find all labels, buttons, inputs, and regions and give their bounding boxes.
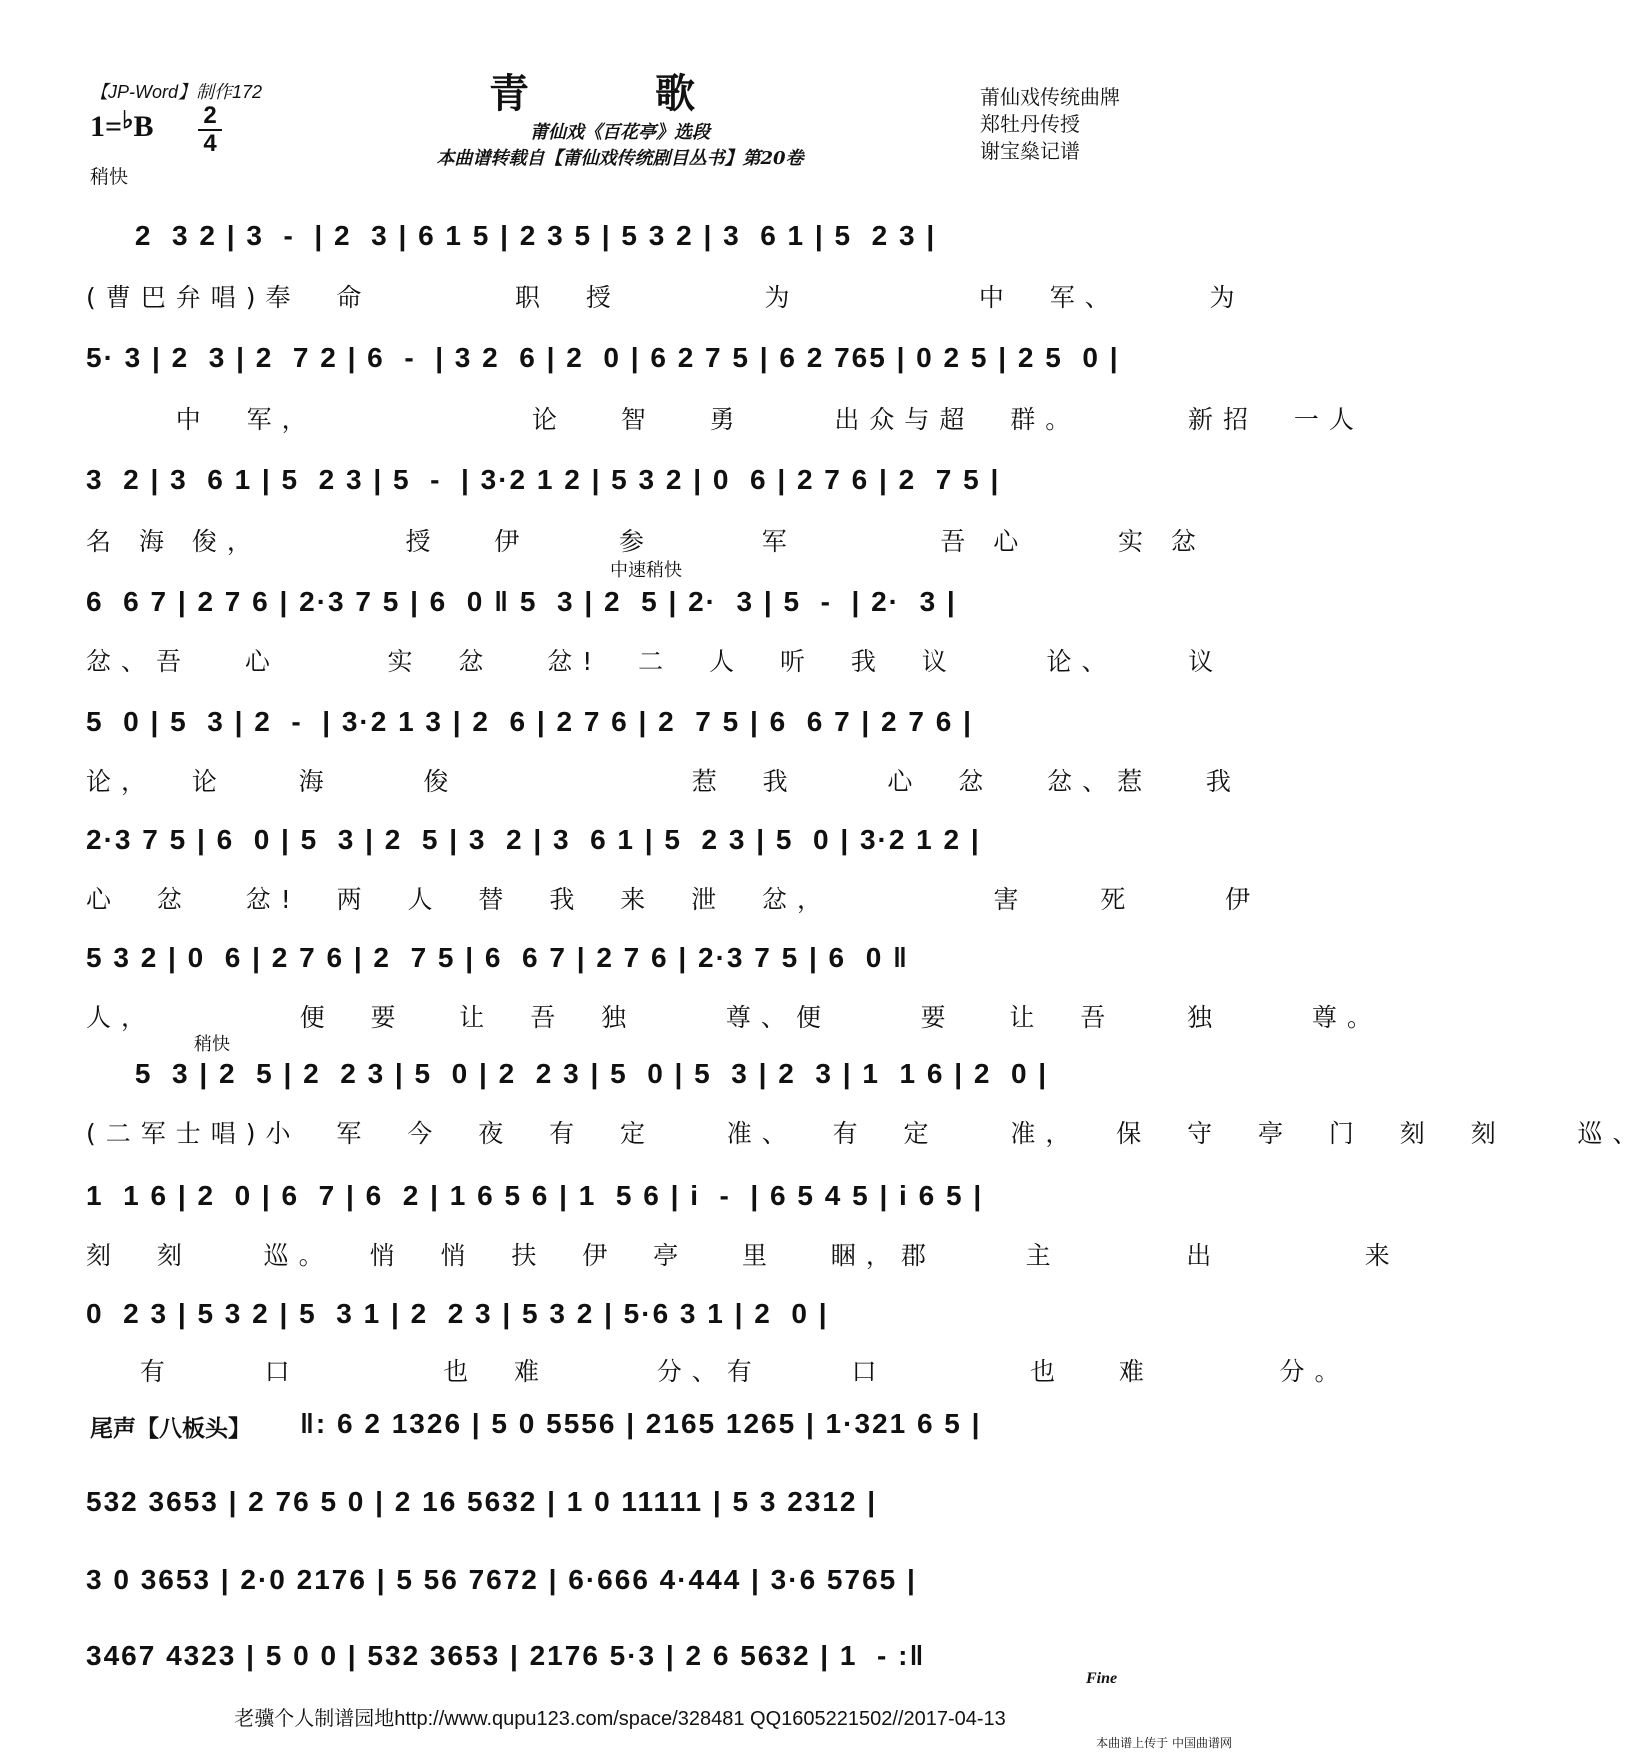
staff-line-8 [86,1054,1156,1110]
staff-line-12 [86,1482,1156,1538]
tempo-change-fast: 稍快 [194,1034,230,1055]
staff-line-14 [86,1636,1156,1692]
lyrics-line-3: 名 海 俊， 授 伊 参 军 吾 心 实 忿 [86,527,1206,556]
fine-marking: Fine [1086,1670,1118,1687]
notation-text: ‖: 6 2 1326 | 5 0 5556 | 2165 1265 | 1·321 6 5 | [300,1408,982,1439]
upload-note: 本曲谱上传于 中国曲谱网 [1096,1736,1232,1750]
lyrics-line-5: 论， 论 海 俊 惹 我 心 忿 忿、惹 我 [86,767,1241,796]
staff-line-2 [86,338,1156,394]
subtitle-source: 本曲谱转载自【莆仙戏传统剧目丛书】第20卷 [436,148,804,169]
flat-symbol: ♭ [122,108,134,134]
notation-text: 5 3 2 | 0 6 | 2 7 6 | 2 7 5 | 6 6 7 | 2 7 6 | 2·3 7 5 | 6 0 ‖ [86,942,909,973]
lyrics-line-1: (曹巴弁唱)奉 命 职 授 为 中 军、 为 [86,283,1245,312]
credit-line: 郑牡丹传授 [980,112,1080,136]
staff-line-3 [86,460,1156,516]
credit-line: 莆仙戏传统曲牌 [980,85,1120,109]
tempo-marking: 稍快 [90,166,129,188]
tempo-change-mid: 中速稍快 [610,560,682,581]
maker-credit: 【JP-Word】制作172 [90,82,263,102]
notation-text: 5 0 | 5 3 | 2 - | 3·2 1 3 | 2 6 | 2 7 6 | 2 7 5 | 6 6 7 | 2 7 6 | [86,706,973,737]
key-note: B [133,110,154,143]
notation-text: 5 3 | 2 5 | 2 2 3 | 5 0 | 2 2 3 | 5 0 | 5 3 | 2 3 | 1 1 6 | 2 0 | [86,1058,1049,1089]
staff-line-13 [86,1560,1156,1616]
notation-text: 3 0 3653 | 2·0 2176 | 5 56 7672 | 6·666 4·444 | 3·6 5765 | [86,1564,917,1595]
lyrics-line-7: 人， 便 要 让 吾 独 尊、便 要 让 吾 独 尊。 [86,1003,1382,1032]
credit-line: 谢宝燊记谱 [980,139,1080,163]
staff-line-4 [86,582,1156,638]
lyrics-line-2: 中 军， 论 智 勇 出众与超 群。 新招 一人 [86,405,1364,434]
staff-line-10 [86,1294,1156,1350]
notation-text: 1 1 6 | 2 0 | 6 7 | 6 2 | 1 6 5 6 | 1 5 6 | i - | 6 5 4 5 | i 6 5 | [86,1180,984,1211]
page-title: 青 歌 [489,71,751,117]
lyrics-line-8: (二军士唱)小 军 今 夜 有 定 准、 有 定 准， 保 守 亭 门 刻 刻 巡、 [86,1119,1648,1148]
credits-block [980,84,1120,165]
footer-source: 老骥个人制谱园地http://www.qupu123.com/space/328481 QQ1605221502//2017-04-13 [234,1708,1006,1730]
lyrics-line-9: 刻 刻 巡。 悄 悄 扶 伊 亭 里 睏，郡 主 出 来 [86,1241,1400,1270]
staff-line-7 [86,938,1156,994]
staff-line-9 [86,1176,1156,1232]
lyrics-line-6: 心 忿 忿! 两 人 替 我 来 泄 忿， 害 死 伊 [86,885,1261,914]
subtitle-excerpt: 莆仙戏《百花亭》选段 [530,122,710,143]
notation-text: 6 6 7 | 2 7 6 | 2·3 7 5 | 6 0 ‖ 5 3 | 2 5 | 2· 3 | 5 - | 2· 3 | [86,586,957,617]
notation-text: 5· 3 | 2 3 | 2 7 2 | 6 - | 3 2 6 | 2 0 | 6 2 7 5 | 6 2 765 | 0 2 5 | 2 5 0 | [86,342,1120,373]
staff-line-5 [86,702,1156,758]
staff-line-6 [86,820,1156,876]
time-signature-top: 2 [203,102,217,129]
key-label: 1= [90,110,123,143]
staff-line-1 [86,216,1156,272]
coda-label: 尾声【八板头】 [90,1416,251,1442]
notation-text: 2 3 2 | 3 - | 2 3 | 6 1 5 | 2 3 5 | 5 3 2 | 3 6 1 | 5 2 3 | [86,220,937,251]
lyrics-line-4: 忿、吾 心 实 忿 忿! 二 人 听 我 议 论、 议 [86,647,1224,676]
lyrics-line-10: 有 口 也 难 分、有 口 也 难 分。 [86,1357,1350,1386]
notation-text: 3467 4323 | 5 0 0 | 532 3653 | 2176 5·3 | 2 6 5632 | 1 - :‖ [86,1640,926,1671]
notation-text: 532 3653 | 2 76 5 0 | 2 16 5632 | 1 0 11111 | 5 3 2312 | [86,1486,878,1517]
time-signature-bottom: 4 [203,130,217,157]
staff-line-11 [300,1404,1150,1460]
notation-text: 0 2 3 | 5 3 2 | 5 3 1 | 2 2 3 | 5 3 2 | 5·6 3 1 | 2 0 | [86,1298,829,1329]
notation-text: 2·3 7 5 | 6 0 | 5 3 | 2 5 | 3 2 | 3 6 1 | 5 2 3 | 5 0 | 3·2 1 2 | [86,824,981,855]
notation-text: 3 2 | 3 6 1 | 5 2 3 | 5 - | 3·2 1 2 | 5 3 2 | 0 6 | 2 7 6 | 2 7 5 | [86,464,1001,495]
